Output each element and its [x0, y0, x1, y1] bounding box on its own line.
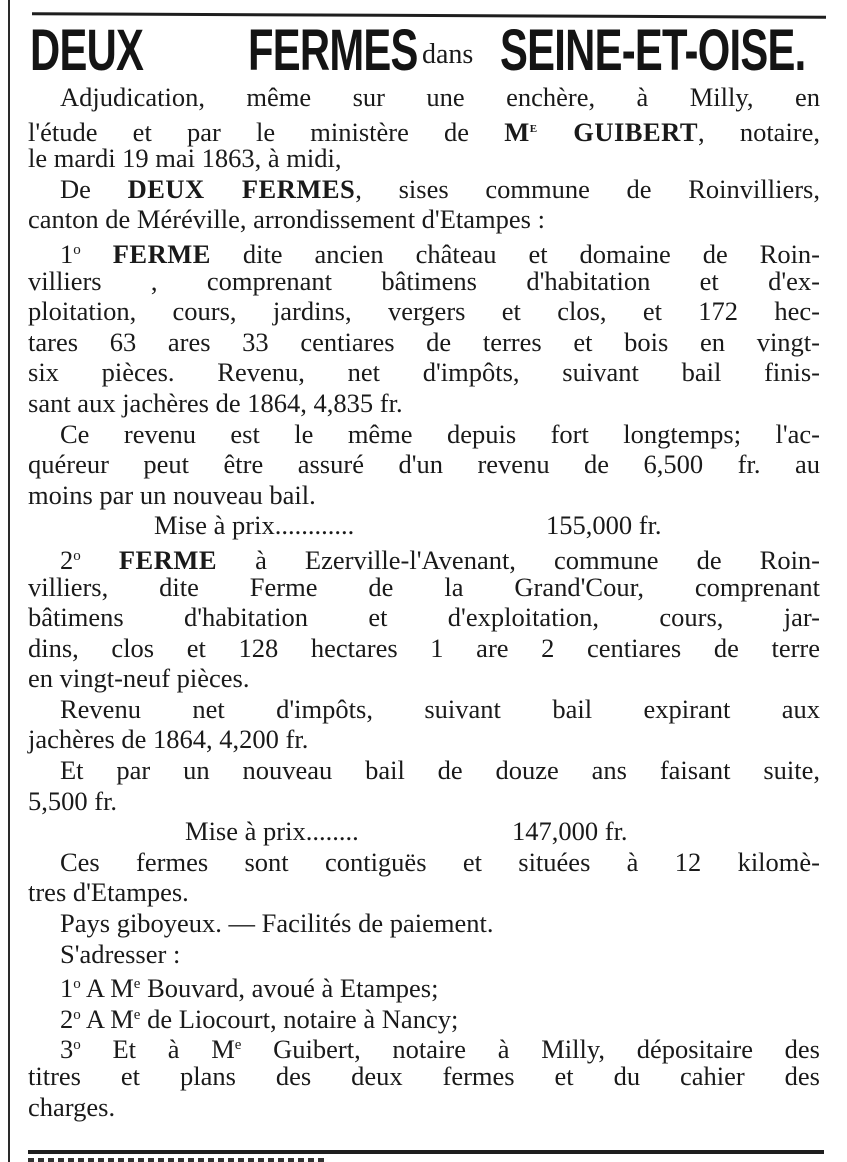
contact-line: titres et plans des deux fermes et du cahier des [28, 1061, 820, 1091]
subject-line [28, 174, 820, 205]
farm1-line: tares 63 ares 33 centiares de terres et bois en vingt- [28, 326, 820, 357]
price-label: Mise à prix............ [154, 510, 355, 541]
superscript: e [234, 1037, 242, 1054]
emphasis-ferme: FERME [112, 238, 211, 269]
text-fragment [81, 545, 119, 575]
superscript: o [73, 976, 81, 993]
superscript: o [73, 1006, 81, 1023]
text-fragment: 2 [60, 1003, 74, 1034]
subject-line: canton de Méréville, arrondissement d'Etampes : [28, 204, 545, 235]
superscript: o [73, 1037, 81, 1054]
farm1-line: villiers , comprenant bâtimens d'habitation et d'ex- [28, 265, 820, 296]
text-fragment: De [60, 173, 128, 204]
headline-word-fermes: FERMES [248, 18, 418, 83]
text-fragment: , notaire, [698, 116, 821, 147]
text-fragment: dite ancien château et domaine de Roin- [210, 238, 821, 269]
intro-line: Adjudication, même sur une enchère, à Milly, en [60, 82, 820, 112]
contact-line [28, 1030, 820, 1065]
text-fragment: de Liocourt, notaire à Nancy; [140, 1003, 459, 1034]
farm1-line: six pièces. Revenu, net d'impôts, suivant bail finis- [28, 357, 820, 388]
text-fragment: , sises commune de Roinvilliers, [355, 173, 820, 204]
farm1-line: ploitation, cours, jardins, vergers et clos, et 172 hec- [28, 296, 820, 327]
farm2-price-row [28, 816, 820, 847]
bottom-separator-rule [28, 1150, 824, 1154]
price-value: 147,000 fr. [512, 816, 628, 847]
advertisement-body [28, 82, 820, 1122]
farm1-line [28, 235, 821, 269]
farm2-line [28, 541, 821, 575]
farm2-line: bâtimens d'habitation et d'exploitation, cours, jar- [28, 602, 820, 633]
text-fragment: M [504, 116, 530, 147]
text-fragment: A M [80, 973, 134, 1004]
location-line: tres d'Etampes. [28, 877, 189, 908]
intro-line: le mardi 19 mai 1863, à midi, [28, 143, 342, 174]
headline-word-deux: DEUX [30, 18, 144, 83]
superscript: o [73, 547, 81, 564]
farm1-price-row [28, 510, 820, 541]
column-rule-left [8, 0, 10, 1162]
text-fragment: à Ezerville-l'Avenant, commune de Roin- [217, 544, 821, 575]
contact-line [28, 969, 820, 1004]
superscript: e [133, 1006, 141, 1023]
price-label: Mise à prix........ [185, 816, 359, 847]
contact-line: charges. [28, 1091, 116, 1122]
text-fragment: 1 [60, 973, 74, 1004]
text-fragment: GUIBERT [537, 116, 699, 147]
farm1-note-line: quéreur peut être assuré d'un revenu de 6,500 fr. au [28, 449, 820, 480]
text-fragment: A M [80, 1003, 134, 1034]
farm2-lease-line: 5,500 fr. [28, 785, 118, 816]
text-fragment: l'étude et par le ministère de [28, 116, 505, 147]
farm1-note-line: Ce revenu est le même depuis fort longtemps; l'ac- [60, 418, 820, 449]
emphasis-ferme: FERME [118, 544, 218, 575]
notary-name [504, 117, 698, 147]
text-fragment: Bouvard, avoué à Etampes; [140, 973, 439, 1004]
farm1-line: sant aux jachères de 1864, 4,835 fr. [28, 387, 403, 418]
farm2-line: en vingt-neuf pièces. [28, 663, 250, 694]
superscript: e [529, 119, 538, 136]
text-fragment: 1 [60, 238, 74, 269]
terms-line: Pays giboyeux. — Facilités de paiement. [60, 908, 494, 939]
price-value: 155,000 fr. [546, 510, 662, 541]
text-fragment: Guibert, notaire à Milly, dépositaire des [241, 1034, 820, 1065]
intro-line [28, 113, 821, 147]
contact-heading: S'adresser : [60, 938, 181, 969]
next-item-fragment [28, 1158, 328, 1162]
farm2-revenue-line: jachères de 1864, 4,200 fr. [28, 724, 309, 755]
contact-line [28, 1000, 820, 1034]
superscript: e [133, 976, 141, 993]
farm2-lease-line: Et par un nouveau bail de douze ans faisant suite, [60, 755, 820, 786]
farm2-revenue-line: Revenu net d'impôts, suivant bail expirant aux [60, 693, 820, 724]
farm2-line: dins, clos et 128 hectares 1 are 2 centiares de terre [28, 632, 820, 663]
text-fragment: 3 [60, 1034, 74, 1065]
farm1-note-line: moins par un nouveau bail. [28, 479, 316, 510]
text-fragment [81, 239, 113, 269]
text-fragment: 2 [60, 544, 74, 575]
superscript: o [73, 241, 81, 258]
headline [30, 20, 830, 82]
emphasis-deux-fermes: DEUX FERMES [127, 173, 356, 204]
location-line: Ces fermes sont contiguës et situées à 12 kilomè- [60, 846, 820, 877]
farm2-line: villiers, dite Ferme de la Grand'Cour, comprenant [28, 571, 820, 602]
text-fragment: Et à M [80, 1034, 235, 1065]
headline-word-seine-et-oise: SEINE-ET-OISE. [500, 18, 806, 83]
headline-word-dans: dans [422, 39, 474, 70]
